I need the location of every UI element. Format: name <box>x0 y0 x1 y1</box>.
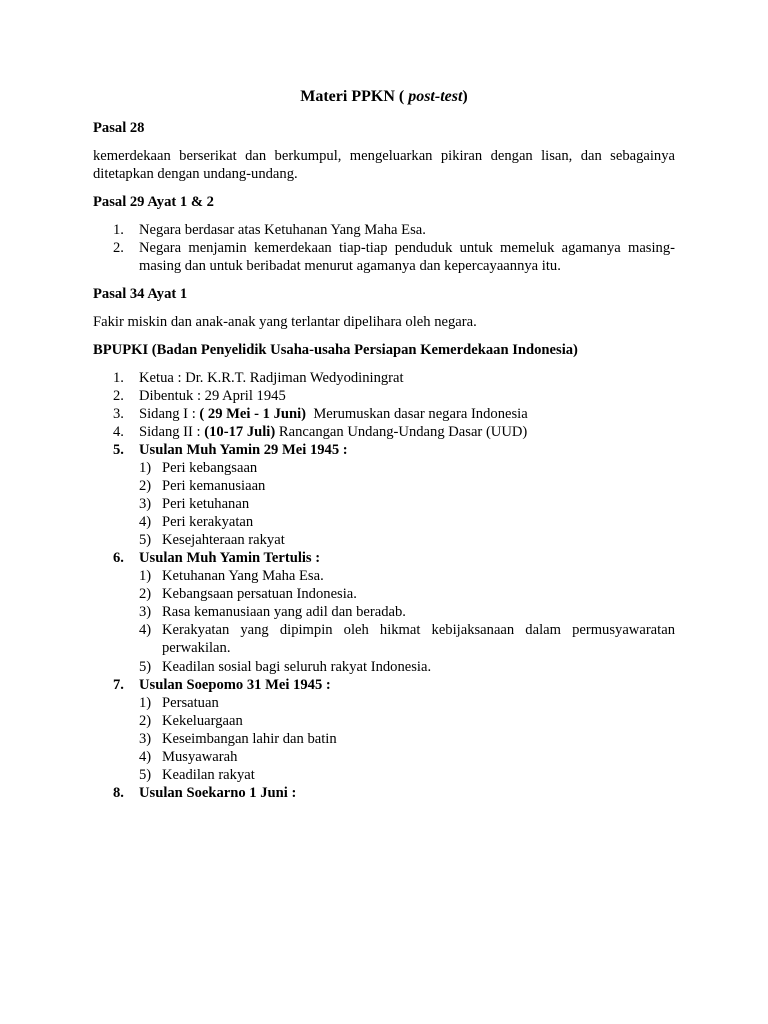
sub-list-item <box>139 730 675 748</box>
title-main: Materi PPKN ( <box>300 88 405 105</box>
sub-list-text: Kekeluargaan <box>162 713 243 729</box>
list-number: 1. <box>113 222 124 238</box>
sub-list-text: Keadilan rakyat <box>162 767 255 783</box>
sidang-prefix: Sidang I : <box>139 406 200 422</box>
list-item <box>113 221 675 239</box>
sub-list-item <box>139 621 675 657</box>
pasal-34-heading: Pasal 34 Ayat 1 <box>93 286 188 302</box>
title-close: ) <box>462 88 468 105</box>
list-text: Ketua : Dr. K.R.T. Radjiman Wedyodiningrat <box>139 370 404 386</box>
sub-list-item <box>139 658 675 676</box>
list-number: 6. <box>113 550 124 566</box>
list-number: 2. <box>113 388 124 404</box>
sub-list-text: Keadilan sosial bagi seluruh rakyat Indonesia. <box>162 659 432 675</box>
sub-list-item <box>139 712 675 730</box>
list-text: Usulan Muh Yamin Tertulis : <box>139 550 321 566</box>
list-text: Negara berdasar atas Ketuhanan Yang Maha Esa. <box>139 222 426 238</box>
sub-list-item <box>139 748 675 766</box>
sub-list-text: Peri kemanusiaan <box>162 478 266 494</box>
list-text <box>139 405 675 423</box>
sub-list-number: 2) <box>139 586 152 602</box>
sub-list-item <box>139 766 675 784</box>
page-title <box>0 87 768 107</box>
pasal-28-text: kemerdekaan berserikat dan berkumpul, mengeluarkan pikiran dengan lisan, dan sebagainya ditetapkan dengan undang-undang. <box>93 148 675 182</box>
sub-list-number: 3) <box>139 496 152 512</box>
sub-list-number: 5) <box>139 532 152 548</box>
list-number: 5. <box>113 442 124 458</box>
sidang-desc: Merumuskan dasar negara Indonesia <box>306 406 528 422</box>
sub-list-item <box>139 477 675 495</box>
usulan-yamin-tertulis-heading <box>113 549 675 567</box>
sub-list-text: Kerakyatan yang dipimpin oleh hikmat kebijaksanaan dalam permusyawaratan perwakilan. <box>162 622 675 656</box>
list-number: 8. <box>113 785 124 801</box>
sidang-date: ( 29 Mei - 1 Juni) <box>199 406 307 422</box>
sub-list-number: 5) <box>139 767 152 783</box>
list-text <box>139 423 675 441</box>
sub-list-number: 4) <box>139 749 152 765</box>
sub-list-item <box>139 694 675 712</box>
list-text: Usulan Soekarno 1 Juni : <box>139 785 297 801</box>
sub-list-text: Persatuan <box>162 695 219 711</box>
sub-list-item <box>139 459 675 477</box>
list-item <box>113 369 675 387</box>
list-item <box>113 405 675 423</box>
sub-list-text: Kebangsaan persatuan Indonesia. <box>162 586 357 602</box>
sub-list-item <box>139 531 675 549</box>
sub-list-text: Musyawarah <box>162 749 238 765</box>
sub-list-text: Peri kerakyatan <box>162 514 254 530</box>
sub-list-item <box>139 513 675 531</box>
sub-list-item <box>139 585 675 603</box>
sub-list-number: 2) <box>139 713 152 729</box>
sub-list-text: Keseimbangan lahir dan batin <box>162 731 337 747</box>
list-number: 2. <box>113 240 124 256</box>
bpupki-heading: BPUPKI (Badan Penyelidik Usaha-usaha Persiapan Kemerdekaan Indonesia) <box>93 342 578 358</box>
pasal-29-heading: Pasal 29 Ayat 1 & 2 <box>93 194 214 210</box>
sub-list-number: 1) <box>139 460 152 476</box>
sub-list-text: Ketuhanan Yang Maha Esa. <box>162 568 324 584</box>
sub-list-item <box>139 495 675 513</box>
title-italic: post-test <box>408 88 463 105</box>
sub-list-item <box>139 567 675 585</box>
sub-list-text: Rasa kemanusiaan yang adil dan beradab. <box>162 604 406 620</box>
sub-list-number: 3) <box>139 604 152 620</box>
list-number: 7. <box>113 677 124 693</box>
list-number: 3. <box>113 406 124 422</box>
sidang-desc: Rancangan Undang-Undang Dasar (UUD) <box>275 424 528 440</box>
sub-list-number: 4) <box>139 514 152 530</box>
usulan-yamin-heading <box>113 441 675 459</box>
sub-list-number: 1) <box>139 695 152 711</box>
sub-list-text: Peri ketuhanan <box>162 496 250 512</box>
list-number: 1. <box>113 370 124 386</box>
sub-list-text: Kesejahteraan rakyat <box>162 532 285 548</box>
list-number: 4. <box>113 424 124 440</box>
list-text: Usulan Soepomo 31 Mei 1945 : <box>139 677 331 693</box>
list-text: Dibentuk : 29 April 1945 <box>139 388 286 404</box>
pasal-34-text: Fakir miskin dan anak-anak yang terlantar dipelihara oleh negara. <box>93 314 477 330</box>
sub-list-item <box>139 603 675 621</box>
sub-list-text: Peri kebangsaan <box>162 460 258 476</box>
sidang-prefix: Sidang II : <box>139 424 205 440</box>
list-text: Negara menjamin kemerdekaan tiap-tiap penduduk untuk memeluk agamanya masing-masing dan untuk beribadat menurut agamanya dan kepercayaannya itu. <box>139 240 675 274</box>
list-item <box>113 387 675 405</box>
list-text: Usulan Muh Yamin 29 Mei 1945 : <box>139 442 348 458</box>
list-item <box>113 423 675 441</box>
sidang-date: (10-17 Juli) <box>204 424 276 440</box>
sub-list-number: 1) <box>139 568 152 584</box>
sub-list-number: 2) <box>139 478 152 494</box>
sub-list-number: 4) <box>139 622 152 638</box>
usulan-soekarno-heading <box>113 784 675 802</box>
sub-list-number: 3) <box>139 731 152 747</box>
list-item <box>113 239 675 275</box>
pasal-28-heading: Pasal 28 <box>93 120 145 136</box>
sub-list-number: 5) <box>139 659 152 675</box>
usulan-soepomo-heading <box>113 676 675 694</box>
